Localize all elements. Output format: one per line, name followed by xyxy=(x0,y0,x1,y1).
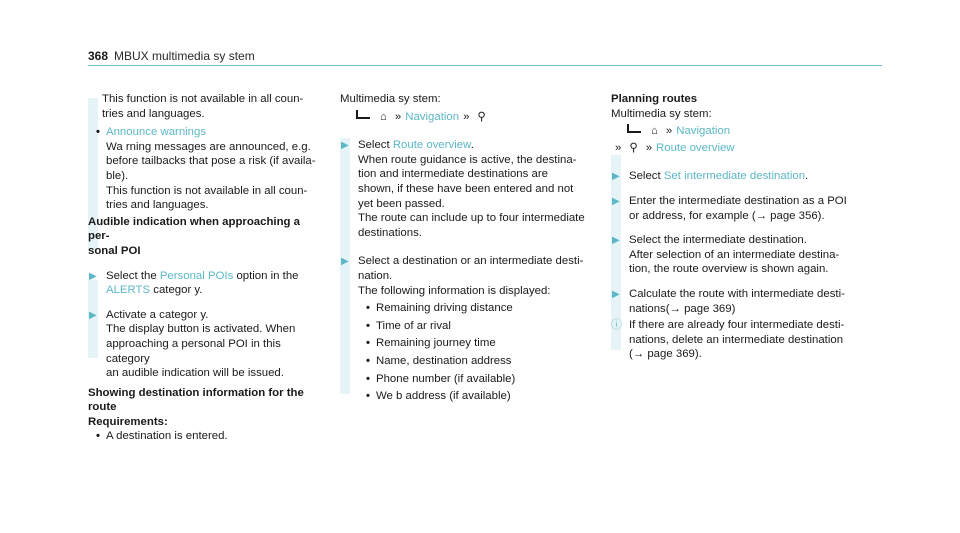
multimedia-system-label: Multimedia sy stem: xyxy=(611,107,712,120)
alerts-link[interactable]: ALERTS xyxy=(106,284,151,297)
route-overview-link[interactable]: Route overview xyxy=(656,141,735,154)
route-icon[interactable]: ⚲ xyxy=(477,110,486,123)
page-title: MBUX multimedia sy stem xyxy=(114,49,255,63)
step: ▶ Calculate the route with intermediate desti‐ nations(→ page 369) xyxy=(612,287,845,315)
page-number: 368 xyxy=(88,49,109,63)
step: ▶ Enter the intermediate destination as a POI or address, for example (→ page 356). xyxy=(612,194,847,222)
step-arrow-icon: ▶ xyxy=(341,140,349,152)
step: ▶ Select the Personal POIs option in the ALERTS categor y. xyxy=(89,269,299,297)
requirements-label: Requirements: xyxy=(88,415,168,428)
step: ▶ Select Route overview. When route guidance is active, the destina‐ tion and intermediate destinations are shown, if these have been entered and not yet been passed. The route can include up to four intermediate destinations. xyxy=(341,139,585,239)
path-arrow-icon xyxy=(356,110,370,119)
step-arrow-icon: ▶ xyxy=(89,270,97,282)
step: ▶ Select Set intermediate destination. xyxy=(611,169,882,184)
info-icon: ⓘ xyxy=(611,319,622,332)
list-item: • Phone number (if available) xyxy=(366,372,516,385)
paragraph: This function is not available in all coun‐ tries and languages. xyxy=(102,93,304,120)
home-icon[interactable]: ⌂ xyxy=(380,110,387,123)
page-header xyxy=(88,49,882,66)
step-arrow-icon: ▶ xyxy=(612,288,620,300)
navigation-link[interactable]: Navigation xyxy=(405,110,460,123)
menu-path xyxy=(340,110,602,125)
chevron-right-icon: » xyxy=(645,141,653,154)
menu-path xyxy=(611,141,882,156)
step-arrow-icon: ▶ xyxy=(612,195,620,207)
section-heading: route xyxy=(88,401,117,414)
list-item: • A destination is entered. xyxy=(96,430,228,443)
column-3 xyxy=(611,92,882,362)
home-icon[interactable]: ⌂ xyxy=(651,125,658,138)
route-overview-link[interactable]: Route overview xyxy=(392,139,471,152)
section-heading: Showing destination information for the xyxy=(88,386,304,399)
step: ▶ Select a destination or an intermediate desti‐ nation. The following information is displayed: • Remaining driving distance • Time of ar rival • Remaining journey time • Name, destination address • Phone number (if available) • We b address (if available) xyxy=(340,254,602,403)
chevron-right-icon: » xyxy=(665,125,673,138)
navigation-link[interactable]: Navigation xyxy=(676,125,731,138)
menu-path xyxy=(611,124,882,139)
chevron-right-icon: » xyxy=(615,141,622,154)
list-item: • Time of ar rival xyxy=(366,319,451,332)
section-heading: Planning routes xyxy=(611,93,698,105)
path-arrow-icon xyxy=(627,124,641,133)
chevron-right-icon: » xyxy=(394,110,402,123)
route-icon[interactable]: ⚲ xyxy=(629,141,638,154)
list-item: • Announce warnings Wa rning messages are announced, e.g. before tailbacks that pose a risk (if availa‐ ble). This function is not available in all coun‐ tries and languages. xyxy=(88,125,320,213)
list-item: • Name, destination address xyxy=(366,354,512,367)
step-arrow-icon: ▶ xyxy=(89,309,97,321)
step: ▶ Select the intermediate destination. After selection of an intermediate destina‐ tion, the route overview is shown again. xyxy=(612,234,840,276)
column-2 xyxy=(340,92,602,404)
chevron-right-icon: » xyxy=(463,110,470,123)
multimedia-system-label: Multimedia sy stem: xyxy=(340,93,441,105)
set-intermediate-destination-link[interactable]: Set intermediate destination xyxy=(663,170,806,183)
personal-pois-link[interactable]: Personal POIs xyxy=(159,269,234,282)
note: ⓘ If there are already four intermediate desti‐ nations, delete an intermediate destination (→ page 369). xyxy=(611,319,845,361)
column-1 xyxy=(88,92,320,444)
announce-warnings-link[interactable]: Announce warnings xyxy=(106,126,207,139)
list-item: • Remaining driving distance xyxy=(366,302,513,315)
step-arrow-icon: ▶ xyxy=(341,256,349,268)
step-arrow-icon: ▶ xyxy=(612,235,620,247)
section-heading: Audible indication when approaching a per‐ xyxy=(88,215,301,243)
list-item: • Remaining journey time xyxy=(366,337,496,350)
step-arrow-icon: ▶ xyxy=(612,171,620,183)
section-heading: sonal POI xyxy=(88,244,141,257)
list-item: • We b address (if available) xyxy=(366,390,511,403)
step: ▶ Activate a categor y. The display button is activated. When approaching a personal POI in this category an audible indication will be issued. xyxy=(89,308,296,380)
